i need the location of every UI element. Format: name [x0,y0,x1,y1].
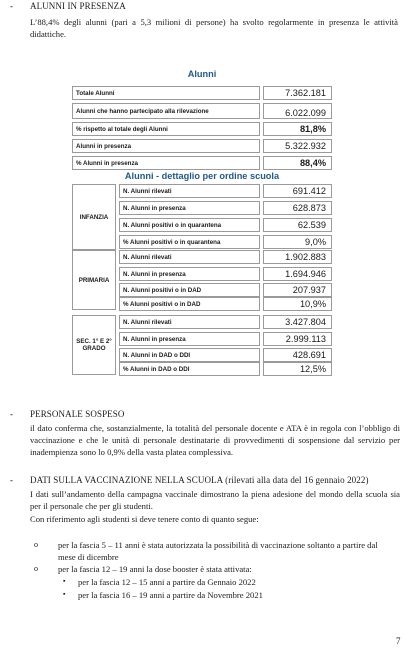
circle-bullet-icon: o [34,540,38,549]
row-value: 88,4% [263,156,332,170]
row-label: % Alunni positivi o in DAD [119,297,260,311]
row-label: N. Alunni positivi o in quarantena [119,218,260,232]
group-label: SEC. 1° E 2° GRADO [72,315,116,375]
row-value: 1.694.946 [263,267,332,281]
row-value: 428.691 [263,348,332,362]
table-summary [72,86,332,170]
row-label: N. Alunni positivi o in DAD [119,283,260,297]
row-value: 691.412 [263,184,332,198]
row-value: 81,8% [263,122,332,136]
group-label: PRIMARIA [72,250,116,310]
group-label: INFANZIA [72,184,116,250]
list-item: per la fascia 12 – 19 anni la dose booster è stata attivata: [58,564,252,574]
row-label: Alunni che hanno partecipato alla rilevazione [72,103,260,119]
table-summary-title: Alunni [187,69,217,79]
sub-list-item: per la fascia 12 – 15 anni a partire da Gennaio 2022 [78,577,256,587]
row-label: Totale Alunni [72,86,260,100]
row-value: 10,9% [263,297,332,311]
row-label: Alunni in presenza [72,139,260,153]
page-number: 7 [396,636,401,646]
section-paragraph-alunni: L’88,4% degli alunni (pari a 5,3 milioni di persone) ha svolto regolarmente in presenza le attività didattiche. [30,17,398,40]
table-detail-title: Alunni - dettaglio per ordine scuola [124,171,280,181]
row-value: 6.022.099 [263,103,332,119]
row-label: N. Alunni in presenza [119,267,260,281]
row-label: N. Alunni rilevati [119,184,260,198]
section-paragraph-vaccinazione: I dati sull’andamento della campagna vaccinale dimostrano la piena adesione del mondo della scuola sia per il personale che per gli studenti. [30,489,400,512]
square-bullet-icon: ▪ [63,577,66,585]
section-heading-personale: PERSONALE SOSPESO [30,409,125,419]
section-paragraph-personale: il dato conferma che, sostanzialmente, la totalità del personale docente e ATA è in regola con l’obbligo di vaccinazione e che le unità di personale destinatarie di provvedimenti di sospensione dal servizio per inadempienza sono lo 0,9% della vasta platea complessiva. [30,423,400,458]
sub-list-item: per la fascia 16 – 19 anni a partire da Novembre 2021 [78,590,263,600]
row-label: % Alunni positivi o in quarantena [119,235,260,249]
row-value: 1.902.883 [263,250,332,264]
circle-bullet-icon: o [34,564,38,573]
row-label: N. Alunni rilevati [119,250,260,264]
table-detail [72,184,332,374]
row-value: 12,5% [263,362,332,376]
row-value: 7.362.181 [263,86,332,100]
row-value: 207.937 [263,283,332,297]
row-label: % Alunni in presenza [72,156,260,170]
dash-marker: - [10,409,13,419]
list-item: per la fascia 5 – 11 anni è stata autorizzata la possibilità di vaccinazione soltanto a partire dal mese di dicembre [58,540,378,563]
row-label: N. Alunni in DAD o DDI [119,348,260,362]
row-label: N. Alunni in presenza [119,201,260,215]
row-value: 9,0% [263,235,332,249]
row-label: % rispetto al totale degli Alunni [72,122,260,136]
row-value: 628.873 [263,201,332,215]
row-value: 3.427.804 [263,315,332,329]
row-value: 5.322.932 [263,139,332,153]
section-heading-vaccinazione: DATI SULLA VACCINAZIONE NELLA SCUOLA (rilevati alla data del 16 gennaio 2022) [30,475,369,485]
section-heading-alunni: ALUNNI IN PRESENZA [30,1,126,11]
row-label: N. Alunni rilevati [119,315,260,329]
dash-marker: - [10,1,13,11]
row-value: 62.539 [263,218,332,232]
row-label: N. Alunni in presenza [119,332,260,346]
section-intro-studenti: Con riferimento agli studenti si deve tenere conto di quanto segue: [30,514,259,524]
row-value: 2.999.113 [263,332,332,346]
row-label: % Alunni in DAD o DDI [119,362,260,376]
dash-marker: - [10,475,13,485]
square-bullet-icon: ▪ [63,590,66,598]
